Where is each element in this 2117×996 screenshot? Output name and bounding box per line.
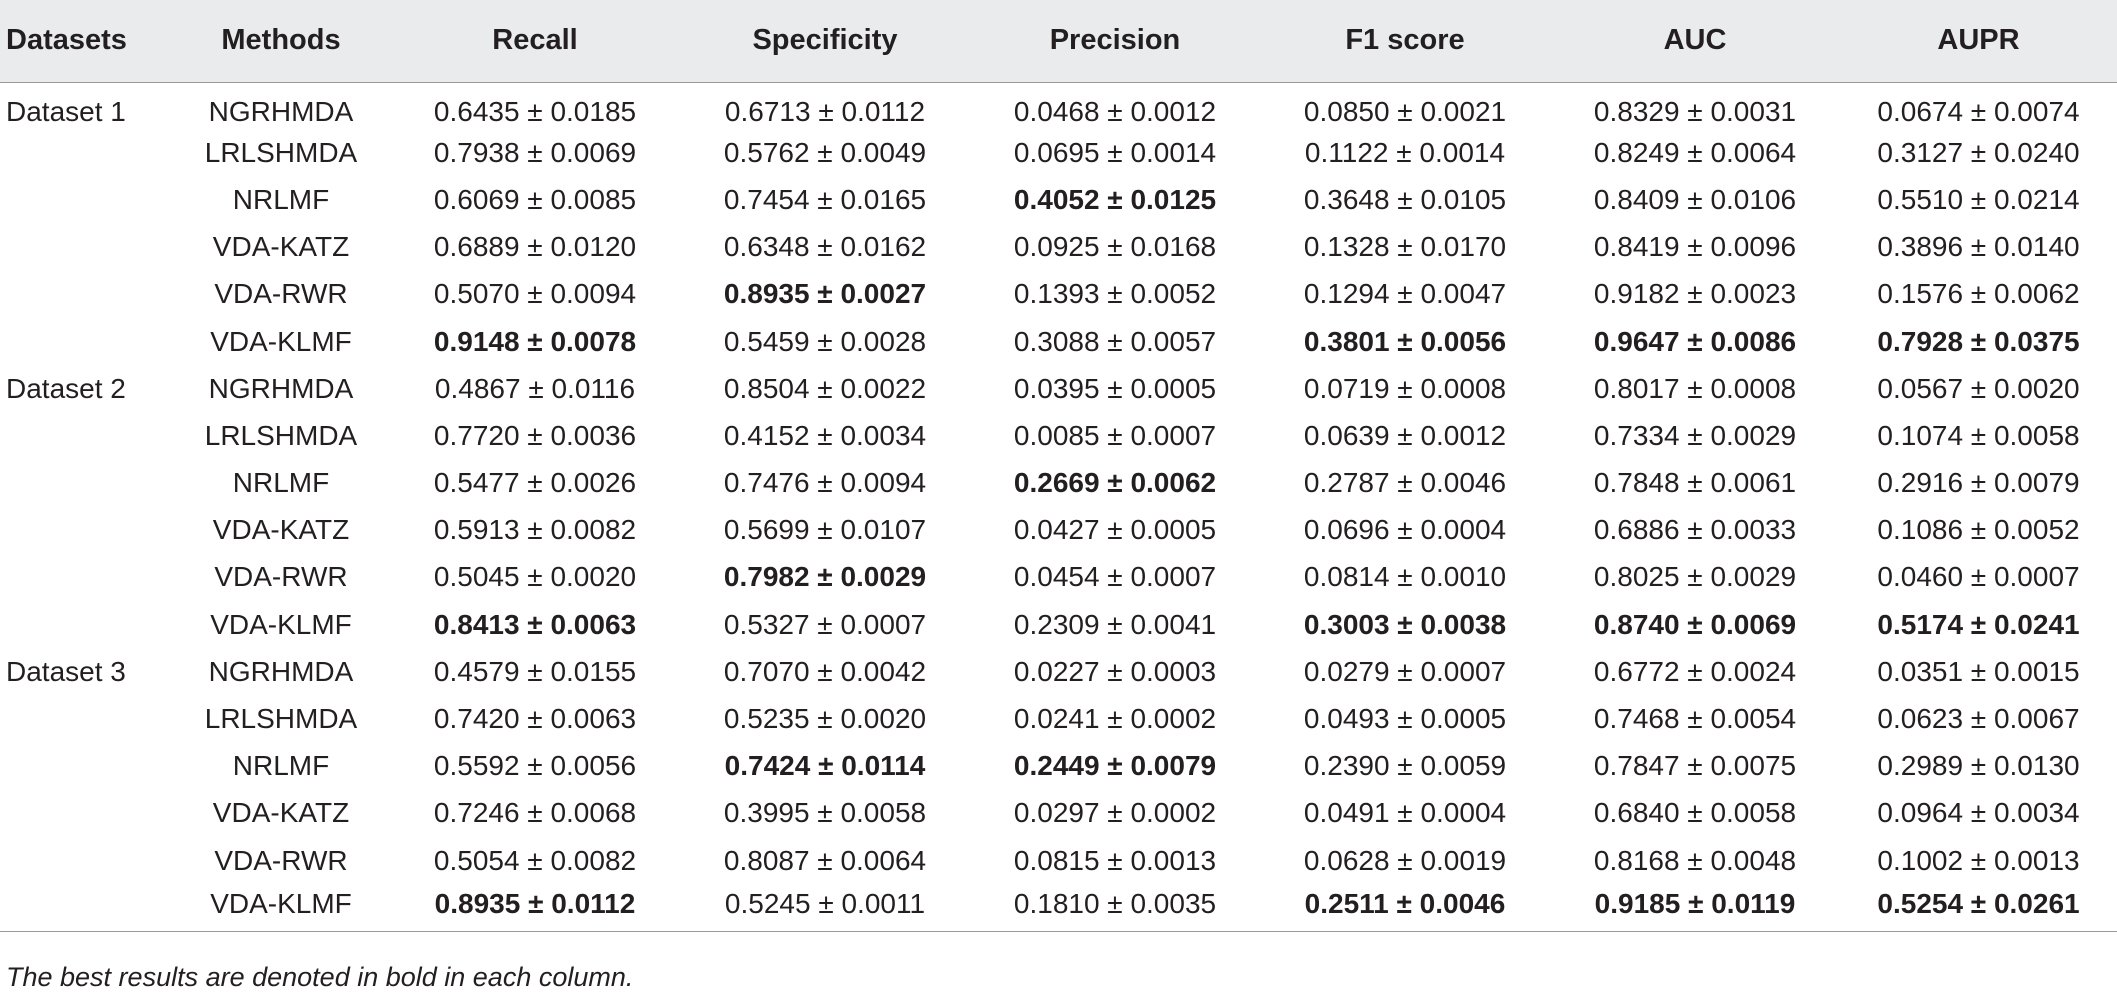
cell-auc: 0.6772 ± 0.0024	[1593, 655, 1797, 687]
cell-recall: 0.7938 ± 0.0069	[433, 136, 637, 168]
cell-aupr: 0.1086 ± 0.0052	[1877, 514, 2080, 546]
column-header-aupr: AUPR	[1840, 0, 2117, 82]
cell-f1-score: 0.1122 ± 0.0014	[1304, 136, 1506, 168]
cell-f1-score: 0.0696 ± 0.0004	[1303, 514, 1507, 546]
table-footnote: The best results are denoted in bold in each column.	[6, 962, 634, 992]
cell-auc: 0.8419 ± 0.0096	[1593, 231, 1797, 263]
cell-recall: 0.5477 ± 0.0026	[433, 467, 637, 499]
cell-f1-score: 0.0628 ± 0.0019	[1303, 844, 1507, 876]
cell-auc: 0.6886 ± 0.0033	[1593, 514, 1797, 546]
table-row	[0, 601, 2117, 648]
column-header-specificity: Specificity	[680, 0, 970, 82]
table-row	[0, 695, 2117, 742]
cell-dataset	[0, 790, 172, 837]
cell-f1-score: 0.0814 ± 0.0010	[1303, 561, 1507, 593]
cell-dataset	[0, 837, 172, 884]
cell-aupr: 0.0567 ± 0.0020	[1877, 372, 2080, 404]
cell-specificity: 0.8087 ± 0.0064	[723, 844, 927, 876]
cell-f1-score: 0.0719 ± 0.0008	[1303, 372, 1507, 404]
cell-dataset	[0, 601, 172, 648]
cell-precision: 0.2449 ± 0.0079	[1013, 750, 1217, 782]
cell-auc: 0.7847 ± 0.0075	[1593, 750, 1797, 782]
cell-recall: 0.5913 ± 0.0082	[433, 514, 637, 546]
cell-dataset: Dataset 3	[6, 655, 126, 687]
cell-precision: 0.3088 ± 0.0057	[1013, 325, 1217, 357]
cell-recall: 0.5592 ± 0.0056	[433, 750, 637, 782]
cell-recall: 0.7720 ± 0.0036	[433, 419, 637, 451]
cell-dataset	[0, 412, 172, 459]
cell-method: VDA-KLMF	[210, 608, 352, 640]
cell-precision: 0.0468 ± 0.0012	[1013, 95, 1217, 127]
cell-method: VDA-KATZ	[212, 514, 350, 546]
table-row	[0, 82, 2117, 129]
cell-method: NGRHMDA	[208, 372, 354, 404]
cell-dataset	[0, 743, 172, 790]
cell-specificity: 0.7982 ± 0.0029	[723, 561, 927, 593]
cell-specificity: 0.7454 ± 0.0165	[723, 183, 927, 215]
table-body	[0, 82, 2117, 931]
cell-aupr: 0.0623 ± 0.0067	[1877, 703, 2080, 735]
cell-auc: 0.8017 ± 0.0008	[1593, 372, 1797, 404]
cell-dataset	[0, 224, 172, 271]
table-row	[0, 176, 2117, 223]
cell-recall: 0.4867 ± 0.0116	[434, 372, 636, 404]
cell-f1-score: 0.2511 ± 0.0046	[1260, 884, 1550, 931]
cell-dataset	[0, 507, 172, 554]
cell-recall: 0.6069 ± 0.0085	[433, 183, 637, 215]
cell-aupr: 0.1576 ± 0.0062	[1877, 278, 2080, 310]
column-header-datasets: Datasets	[0, 0, 172, 82]
cell-specificity: 0.6348 ± 0.0162	[723, 231, 927, 263]
cell-auc: 0.6840 ± 0.0058	[1593, 797, 1797, 829]
cell-f1-score: 0.1294 ± 0.0047	[1303, 278, 1507, 310]
table-row	[0, 460, 2117, 507]
cell-auc: 0.9182 ± 0.0023	[1593, 278, 1797, 310]
cell-recall: 0.8935 ± 0.0112	[390, 884, 680, 931]
cell-f1-score: 0.3648 ± 0.0105	[1303, 183, 1507, 215]
cell-precision: 0.0227 ± 0.0003	[1013, 655, 1217, 687]
table-row	[0, 554, 2117, 601]
cell-aupr: 0.7928 ± 0.0375	[1877, 325, 2080, 357]
cell-aupr: 0.1002 ± 0.0013	[1877, 844, 2080, 876]
cell-precision: 0.0427 ± 0.0005	[1013, 514, 1217, 546]
column-header-methods: Methods	[172, 0, 390, 82]
cell-aupr: 0.2989 ± 0.0130	[1877, 750, 2080, 782]
cell-f1-score: 0.0279 ± 0.0007	[1303, 655, 1507, 687]
cell-aupr: 0.0674 ± 0.0074	[1877, 95, 2080, 127]
column-header-f1-score: F1 score	[1260, 0, 1550, 82]
cell-precision: 0.0085 ± 0.0007	[1013, 419, 1217, 451]
cell-auc: 0.9185 ± 0.0119	[1550, 884, 1840, 931]
cell-method: VDA-RWR	[214, 278, 348, 310]
cell-auc: 0.9647 ± 0.0086	[1593, 325, 1797, 357]
cell-specificity: 0.5327 ± 0.0007	[723, 608, 927, 640]
cell-method: NGRHMDA	[208, 655, 354, 687]
cell-method: VDA-KATZ	[212, 797, 350, 829]
cell-dataset	[0, 176, 172, 223]
cell-recall: 0.7420 ± 0.0063	[433, 703, 637, 735]
cell-dataset	[0, 695, 172, 742]
cell-aupr: 0.3896 ± 0.0140	[1877, 231, 2080, 263]
cell-dataset	[0, 884, 172, 931]
cell-f1-score: 0.3003 ± 0.0038	[1303, 608, 1507, 640]
cell-auc: 0.7468 ± 0.0054	[1593, 703, 1797, 735]
table-row	[0, 129, 2117, 176]
cell-precision: 0.0925 ± 0.0168	[1013, 231, 1217, 263]
cell-precision: 0.0297 ± 0.0002	[1013, 797, 1217, 829]
cell-precision: 0.0695 ± 0.0014	[1013, 136, 1217, 168]
cell-dataset	[0, 129, 172, 176]
cell-aupr: 0.3127 ± 0.0240	[1877, 136, 2080, 168]
cell-auc: 0.8168 ± 0.0048	[1593, 844, 1797, 876]
cell-recall: 0.5070 ± 0.0094	[433, 278, 637, 310]
cell-recall: 0.9148 ± 0.0078	[433, 325, 637, 357]
table-row	[0, 884, 2117, 931]
cell-method: VDA-RWR	[214, 844, 348, 876]
cell-f1-score: 0.0493 ± 0.0005	[1303, 703, 1507, 735]
cell-precision: 0.0815 ± 0.0013	[1013, 844, 1217, 876]
cell-recall: 0.6435 ± 0.0185	[433, 95, 637, 127]
cell-method: VDA-KATZ	[212, 231, 350, 263]
cell-specificity: 0.5699 ± 0.0107	[723, 514, 927, 546]
column-header-precision: Precision	[970, 0, 1260, 82]
cell-specificity: 0.8935 ± 0.0027	[723, 278, 927, 310]
cell-auc: 0.7848 ± 0.0061	[1593, 467, 1797, 499]
cell-recall: 0.8413 ± 0.0063	[433, 608, 637, 640]
cell-specificity: 0.7476 ± 0.0094	[723, 467, 927, 499]
cell-specificity: 0.5235 ± 0.0020	[723, 703, 927, 735]
cell-method: NRLMF	[232, 183, 330, 215]
cell-specificity: 0.7070 ± 0.0042	[723, 655, 927, 687]
cell-auc: 0.8329 ± 0.0031	[1593, 95, 1797, 127]
table-row	[0, 365, 2117, 412]
cell-precision: 0.0395 ± 0.0005	[1013, 372, 1217, 404]
table-row	[0, 743, 2117, 790]
cell-aupr: 0.5174 ± 0.0241	[1877, 608, 2080, 640]
table-row	[0, 648, 2117, 695]
table-row	[0, 412, 2117, 459]
cell-precision: 0.2669 ± 0.0062	[1013, 467, 1217, 499]
cell-method: LRLSHMDA	[204, 703, 358, 735]
cell-f1-score: 0.0639 ± 0.0012	[1303, 419, 1507, 451]
cell-specificity: 0.5762 ± 0.0049	[723, 136, 927, 168]
cell-aupr: 0.0964 ± 0.0034	[1877, 797, 2080, 829]
cell-precision: 0.0241 ± 0.0002	[1013, 703, 1217, 735]
cell-auc: 0.8409 ± 0.0106	[1593, 183, 1797, 215]
cell-recall: 0.5054 ± 0.0082	[433, 844, 637, 876]
cell-aupr: 0.1074 ± 0.0058	[1877, 419, 2080, 451]
cell-specificity: 0.6713 ± 0.0112	[724, 95, 926, 127]
cell-f1-score: 0.1328 ± 0.0170	[1303, 231, 1507, 263]
table-row	[0, 507, 2117, 554]
column-header-auc: AUC	[1550, 0, 1840, 82]
cell-dataset	[0, 318, 172, 365]
cell-method: VDA-RWR	[214, 561, 348, 593]
cell-f1-score: 0.0491 ± 0.0004	[1303, 797, 1507, 829]
cell-method: NGRHMDA	[208, 95, 354, 127]
table-header	[0, 0, 2117, 82]
cell-method: VDA-KLMF	[172, 884, 390, 931]
cell-auc: 0.8249 ± 0.0064	[1593, 136, 1797, 168]
cell-specificity: 0.5245 ± 0.0011	[680, 884, 970, 931]
cell-aupr: 0.0460 ± 0.0007	[1877, 561, 2080, 593]
cell-recall: 0.4579 ± 0.0155	[433, 655, 637, 687]
table-row	[0, 271, 2117, 318]
cell-aupr: 0.5254 ± 0.0261	[1840, 884, 2117, 931]
cell-precision: 0.4052 ± 0.0125	[1013, 183, 1217, 215]
cell-precision: 0.1810 ± 0.0035	[970, 884, 1260, 931]
table-row	[0, 224, 2117, 271]
cell-method: LRLSHMDA	[204, 136, 358, 168]
cell-method: NRLMF	[232, 750, 330, 782]
cell-f1-score: 0.0850 ± 0.0021	[1303, 95, 1507, 127]
cell-auc: 0.7334 ± 0.0029	[1593, 419, 1797, 451]
cell-recall: 0.6889 ± 0.0120	[433, 231, 637, 263]
cell-aupr: 0.5510 ± 0.0214	[1877, 183, 2080, 215]
cell-recall: 0.5045 ± 0.0020	[433, 561, 637, 593]
cell-dataset	[0, 460, 172, 507]
cell-recall: 0.7246 ± 0.0068	[433, 797, 637, 829]
cell-f1-score: 0.2787 ± 0.0046	[1303, 467, 1507, 499]
cell-specificity: 0.4152 ± 0.0034	[723, 419, 927, 451]
cell-specificity: 0.3995 ± 0.0058	[723, 797, 927, 829]
cell-precision: 0.0454 ± 0.0007	[1013, 561, 1217, 593]
cell-precision: 0.1393 ± 0.0052	[1013, 278, 1217, 310]
cell-auc: 0.8025 ± 0.0029	[1593, 561, 1797, 593]
cell-method: VDA-KLMF	[210, 325, 352, 357]
table-row	[0, 790, 2117, 837]
cell-precision: 0.2309 ± 0.0041	[1013, 608, 1217, 640]
cell-f1-score: 0.2390 ± 0.0059	[1303, 750, 1507, 782]
cell-specificity: 0.8504 ± 0.0022	[723, 372, 927, 404]
cell-aupr: 0.2916 ± 0.0079	[1877, 467, 2080, 499]
cell-method: LRLSHMDA	[204, 419, 358, 451]
table-row	[0, 318, 2117, 365]
cell-dataset	[0, 554, 172, 601]
cell-dataset: Dataset 2	[6, 372, 126, 404]
cell-specificity: 0.5459 ± 0.0028	[723, 325, 927, 357]
column-header-recall: Recall	[390, 0, 680, 82]
cell-dataset: Dataset 1	[6, 95, 126, 127]
header-row	[0, 0, 2117, 82]
table-row	[0, 837, 2117, 884]
cell-specificity: 0.7424 ± 0.0114	[724, 750, 926, 782]
cell-auc: 0.8740 ± 0.0069	[1593, 608, 1797, 640]
cell-dataset	[0, 271, 172, 318]
cell-f1-score: 0.3801 ± 0.0056	[1303, 325, 1507, 357]
cell-method: NRLMF	[232, 467, 330, 499]
cell-aupr: 0.0351 ± 0.0015	[1877, 655, 2080, 687]
